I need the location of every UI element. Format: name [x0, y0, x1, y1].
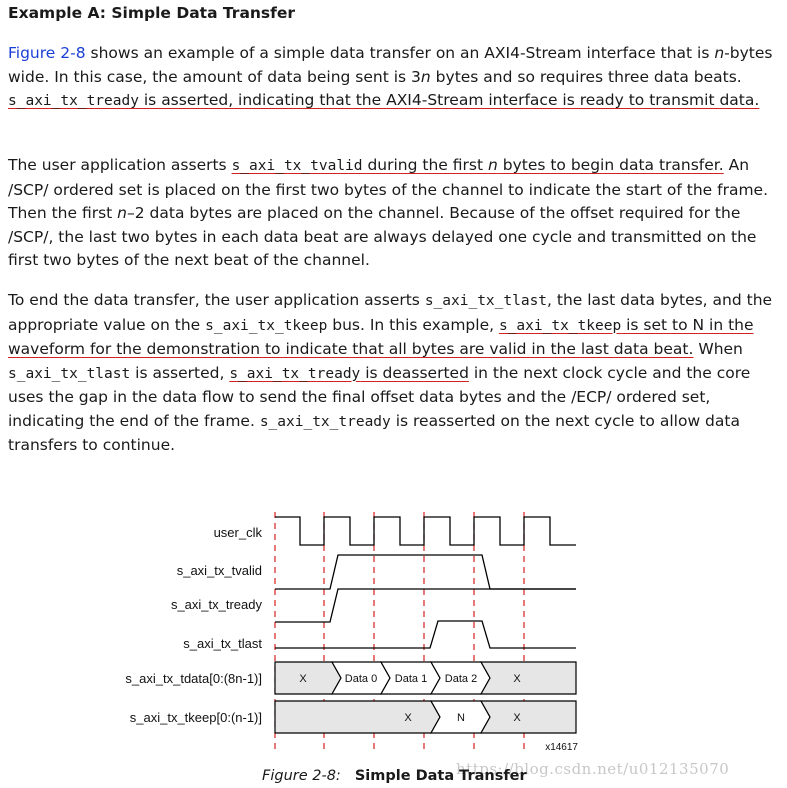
- watermark: https://blog.csdn.net/u012135070: [456, 760, 730, 778]
- tkeep-value: X: [404, 712, 412, 724]
- signal-label-tvalid: s_axi_tx_tvalid: [176, 563, 262, 578]
- timing-diagram: [0, 500, 787, 765]
- figure-link[interactable]: Figure 2-8: [8, 44, 86, 62]
- tdata-value: X: [299, 673, 307, 685]
- paragraph-1: Figure 2-8 shows an example of a simple data transfer on an AXI4-Stream interface that is n-bytes wide. In this case, the amount of data being sent is 3n bytes and so requires three data beats. s_axi_tx_tready is asserted, indicating that the AXI4-Stream interface is ready to transmit data.: [8, 44, 773, 109]
- code-tkeep: s_axi_tx_tkeep: [205, 317, 328, 334]
- paragraph-2: The user application asserts s_axi_tx_tvalid during the first n bytes to begin data transfer. An /SCP/ ordered set is placed on the first two bytes of the channel to indicate the start of the frame. Then the first n–2 data bytes are placed on the channel. Because of the offset required for the /SCP/, the last two bytes in each data beat are always delayed one cycle and transmitted on the first two bytes of the next beat of the channel.: [8, 156, 768, 269]
- tkeep-value: N: [457, 712, 465, 724]
- bus-segment: [481, 701, 576, 733]
- figure-title: Simple Data Transfer: [354, 768, 527, 784]
- waveform-tkeep: [275, 701, 576, 733]
- tkeep-value: X: [513, 712, 521, 724]
- tdata-value: Data 1: [394, 673, 428, 685]
- signal-label-tkeep: s_axi_tx_tkeep[0:(n-1)]: [129, 710, 262, 725]
- waveform-tvalid: [275, 555, 576, 589]
- signal-label-tdata: s_axi_tx_tdata[0:(8n-1)]: [125, 671, 262, 686]
- signal-label-clk: user_clk: [213, 525, 262, 540]
- waveform-tdata: [275, 662, 576, 694]
- figure-number: Figure 2-8:: [262, 768, 341, 784]
- figure-id: x14617: [545, 742, 578, 753]
- code-tready: s_axi_tx_tready: [8, 93, 139, 109]
- section-heading: Example A: Simple Data Transfer: [8, 4, 296, 22]
- figure-caption: [262, 768, 527, 784]
- waveform-tlast: [275, 621, 576, 648]
- code-tvalid: s_axi_tx_tvalid: [231, 158, 363, 174]
- code-tlast: s_axi_tx_tlast: [424, 293, 548, 309]
- tdata-value: X: [513, 673, 521, 685]
- tdata-value: Data 2: [444, 673, 478, 685]
- paragraph-3: To end the data transfer, the user application asserts s_axi_tx_tlast, the last data bytes, and the appropriate value on the s_axi_tx_tkeep bus. In this example, s_axi_tx_tkeep is set to N in the waveform for the demonstration to indicate that all bytes are valid in the last data beat. When s_axi_tx_tlast is asserted, s_axi_tx_tready is deasserted in the next clock cycle and the core uses the gap in the data flow to send the final offset data bytes and the /ECP/ ordered set, indicating the end of the frame. s_axi_tx_tready is reasserted on the next cycle to allow data transfers to continue.: [8, 291, 773, 454]
- signal-label-tready: s_axi_tx_tready: [170, 597, 262, 612]
- signal-label-tlast: s_axi_tx_tlast: [183, 636, 262, 651]
- bus-segment: [481, 662, 576, 694]
- bus-segment: [275, 662, 341, 694]
- waveform-tready: [275, 589, 576, 622]
- tdata-value: Data 0: [344, 673, 378, 685]
- waveform-clk: [275, 517, 576, 545]
- bus-segment: [275, 701, 440, 733]
